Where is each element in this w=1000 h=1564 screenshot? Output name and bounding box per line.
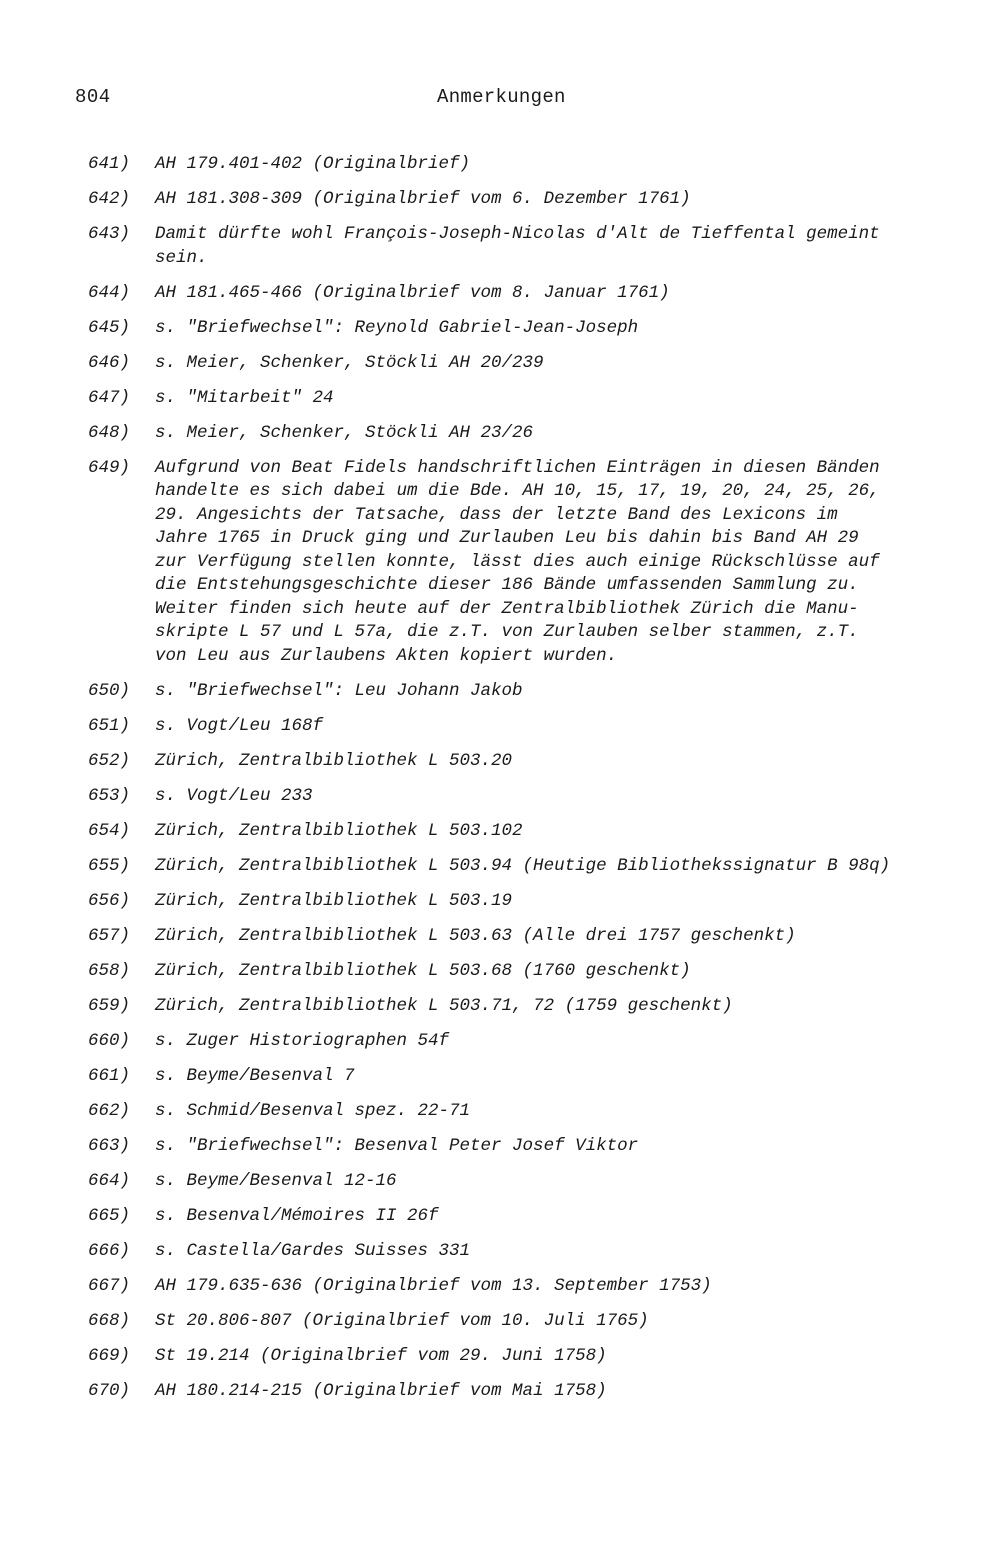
footnote-item <box>88 855 928 879</box>
footnote-number: 661) <box>88 1065 131 1086</box>
footnote-item <box>88 890 928 914</box>
page-header <box>75 86 585 114</box>
footnote-item <box>88 785 928 809</box>
footnote-text: s. "Briefwechsel": Leu Johann Jakob <box>155 680 523 701</box>
footnote-number: 660) <box>88 1030 131 1051</box>
footnote-item <box>88 820 928 844</box>
footnote-number: 651) <box>88 715 131 736</box>
footnote-text: s. Beyme/Besenval 7 <box>155 1065 355 1086</box>
footnote-list <box>88 153 928 1415</box>
footnote-text: AH 181.308-309 (Originalbrief vom 6. Dezember 1761) <box>155 189 691 209</box>
footnote-text: s. Beyme/Besenval 12-16 <box>155 1170 397 1191</box>
footnote-item <box>88 995 928 1019</box>
footnote-item <box>88 1345 928 1369</box>
footnote-item <box>88 282 928 306</box>
footnote-text: AH 179.635-636 (Originalbrief vom 13. September 1753) <box>155 1275 712 1296</box>
footnote-number: 663) <box>88 1135 131 1156</box>
footnote-text: Zürich, Zentralbibliothek L 503.20 <box>155 750 513 771</box>
footnote-number: 662) <box>88 1100 131 1121</box>
footnote-text: AH 180.214-215 (Originalbrief vom Mai 1758) <box>155 1380 607 1401</box>
footnote-text: St 20.806-807 (Originalbrief vom 10. Juli 1765) <box>155 1310 649 1331</box>
footnote-number: 669) <box>88 1345 131 1366</box>
footnote-item <box>88 457 928 669</box>
footnote-text: s. Castella/Gardes Suisses 331 <box>155 1240 471 1261</box>
footnote-text: AH 179.401-402 (Originalbrief) <box>155 154 471 174</box>
footnote-text: s. "Mitarbeit" 24 <box>155 387 334 408</box>
footnote-text: AH 181.465-466 (Originalbrief vom 8. Januar 1761) <box>155 282 670 303</box>
footnote-text: s. "Briefwechsel": Reynold Gabriel-Jean-Joseph <box>155 317 639 338</box>
footnote-number: 657) <box>88 925 131 946</box>
footnote-number: 668) <box>88 1310 131 1331</box>
footnote-item <box>88 1100 928 1124</box>
footnote-item <box>88 1170 928 1194</box>
footnote-item <box>88 422 928 446</box>
footnote-number: 666) <box>88 1240 131 1261</box>
footnote-number: 645) <box>88 317 131 338</box>
footnote-text: St 19.214 (Originalbrief vom 29. Juni 1758) <box>155 1345 607 1366</box>
footnote-item <box>88 1030 928 1054</box>
footnote-item <box>88 387 928 411</box>
footnote-number: 647) <box>88 387 131 408</box>
footnote-item <box>88 750 928 774</box>
footnote-item <box>88 223 928 270</box>
footnote-number: 654) <box>88 820 131 841</box>
footnote-number: 642) <box>88 189 131 209</box>
footnote-text: Zürich, Zentralbibliothek L 503.68 (1760 geschenkt) <box>155 960 691 981</box>
footnote-number: 649) <box>88 457 131 478</box>
footnote-text: Aufgrund von Beat Fidels handschriftlichen Einträgen in diesen Bänden handelte es sich dabei um die Bde. AH 10, 15, 17, 19, 20, 24, 25, 26, 29. Angesichts der Tatsache, dass der letzte Band des Lexicons im Jahre 1765 in Druck ging und Zurlauben Leu bis dahin bis Band AH 29 zur Verfügung stellen konnte, lässt dies auch einige Rückschlüsse auf die Entstehungsgeschichte dieser 186 Bände umfassenden Sammlung zu. Weiter finden sich heute auf der Zentralbibliothek Zürich die Manu- skripte L 57 und L 57a, die z.T. von Zurlauben selber stammen, z.T. von Leu aus Zurlaubens Akten kopiert wurden. <box>155 457 880 666</box>
footnote-item <box>88 1065 928 1089</box>
footnote-text: Zürich, Zentralbibliothek L 503.71, 72 (1759 geschenkt) <box>155 995 733 1016</box>
footnote-text: s. Vogt/Leu 168f <box>155 715 324 736</box>
footnote-item <box>88 960 928 984</box>
footnote-number: 652) <box>88 750 131 771</box>
footnote-text: s. Meier, Schenker, Stöckli AH 20/239 <box>155 352 544 373</box>
footnote-item <box>88 1135 928 1159</box>
footnote-number: 655) <box>88 855 131 876</box>
footnote-item <box>88 317 928 341</box>
footnote-number: 650) <box>88 680 131 701</box>
footnote-text: s. Meier, Schenker, Stöckli AH 23/26 <box>155 422 534 443</box>
footnote-item <box>88 925 928 949</box>
footnote-item <box>88 1240 928 1264</box>
footnote-number: 670) <box>88 1380 131 1401</box>
footnote-item <box>88 352 928 376</box>
footnote-number: 641) <box>88 154 131 174</box>
footnote-text: Zürich, Zentralbibliothek L 503.63 (Alle drei 1757 geschenkt) <box>155 925 796 946</box>
footnote-text: s. Zuger Historiographen 54f <box>155 1030 450 1051</box>
footnote-item <box>88 715 928 739</box>
footnote-number: 658) <box>88 960 131 981</box>
footnote-item <box>88 188 928 212</box>
footnote-text: s. "Briefwechsel": Besenval Peter Josef Viktor <box>155 1135 639 1156</box>
footnote-text: Zürich, Zentralbibliothek L 503.102 <box>155 820 523 841</box>
footnote-number: 648) <box>88 422 131 443</box>
footnote-number: 653) <box>88 785 131 806</box>
page-title: Anmerkungen <box>437 86 566 108</box>
footnote-number: 664) <box>88 1170 131 1191</box>
footnote-text: s. Besenval/Mémoires II 26f <box>155 1205 439 1226</box>
footnote-text: Zürich, Zentralbibliothek L 503.19 <box>155 890 513 911</box>
footnote-number: 643) <box>88 224 131 244</box>
footnote-number: 659) <box>88 995 131 1016</box>
footnote-number: 644) <box>88 282 131 303</box>
footnote-number: 646) <box>88 352 131 373</box>
footnote-text: s. Schmid/Besenval spez. 22-71 <box>155 1100 471 1121</box>
footnote-item <box>88 1205 928 1229</box>
footnote-number: 667) <box>88 1275 131 1296</box>
page-number: 804 <box>75 86 111 108</box>
footnote-item <box>88 1310 928 1334</box>
footnote-number: 656) <box>88 890 131 911</box>
footnote-text: s. Vogt/Leu 233 <box>155 785 313 806</box>
footnote-item <box>88 1275 928 1299</box>
footnote-text: Zürich, Zentralbibliothek L 503.94 (Heutige Bibliothekssignatur B 98q) <box>155 855 891 876</box>
footnote-number: 665) <box>88 1205 131 1226</box>
footnote-item <box>88 153 928 177</box>
footnote-item <box>88 680 928 704</box>
footnote-text: Damit dürfte wohl François-Joseph-Nicolas d'Alt de Tieffental gemeint sein. <box>155 224 880 268</box>
footnote-item <box>88 1380 928 1404</box>
